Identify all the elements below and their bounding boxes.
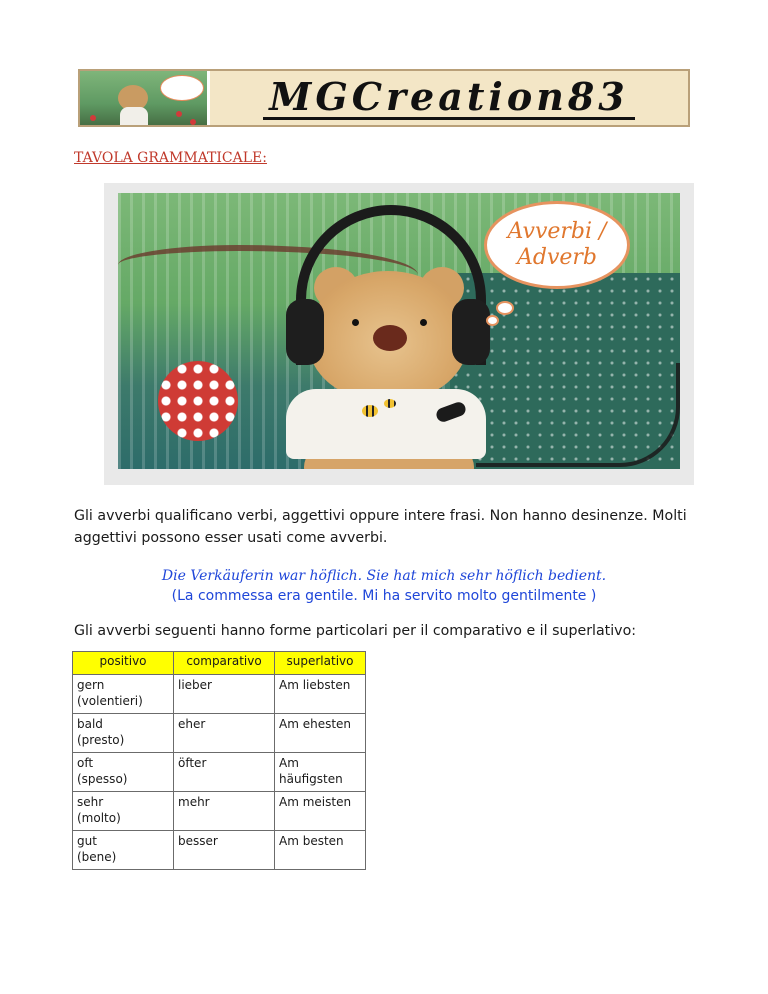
intro-paragraph: Gli avverbi qualificano verbi, aggettivi oppure intere frasi. Non hanno desinenze. Molti aggettivi possono esser usati come avverbi. <box>74 508 687 546</box>
hero-photo-content <box>118 193 680 469</box>
hero-photo <box>104 183 694 485</box>
header-comparativo: comparativo <box>174 652 275 675</box>
cell-comparativo: besser <box>174 831 275 870</box>
cell-comparativo: lieber <box>174 675 275 714</box>
thumbnail-speech-bubble <box>160 75 204 101</box>
thumbnail-bear-body <box>120 107 148 125</box>
thought-bubble-dot <box>496 301 514 315</box>
headphone-earcup-left <box>286 299 324 365</box>
banner-title-area <box>210 71 688 125</box>
thumbnail-flower <box>176 111 182 117</box>
example-italian: (La commessa era gentile. Mi ha servito molto gentilmente ) <box>171 588 597 604</box>
table-row <box>73 714 366 753</box>
thought-bubble-dot <box>486 315 499 326</box>
cell-positivo <box>73 714 174 753</box>
cell-superlativo: Am ehesten <box>275 714 366 753</box>
cell-superlativo: Am besten <box>275 831 366 870</box>
banner-title: MGCreation83 <box>263 77 634 120</box>
red-flower-pattern <box>158 361 238 441</box>
cell-comparativo: mehr <box>174 792 275 831</box>
bear-eye-right <box>420 319 427 326</box>
header-positivo: positivo <box>73 652 174 675</box>
cell-positivo-it: (spesso) <box>77 772 128 786</box>
cell-superlativo: Am liebsten <box>275 675 366 714</box>
cell-positivo <box>73 792 174 831</box>
adverb-comparison-table <box>72 651 366 870</box>
cell-positivo <box>73 675 174 714</box>
cell-positivo-de: bald <box>77 717 103 731</box>
table-row <box>73 675 366 714</box>
cell-positivo-it: (bene) <box>77 850 117 864</box>
header-banner <box>78 69 690 127</box>
bear-nose <box>373 325 407 351</box>
cell-positivo-de: gern <box>77 678 105 692</box>
bee-icon <box>384 399 396 408</box>
cell-comparativo: eher <box>174 714 275 753</box>
cell-positivo-de: oft <box>77 756 94 770</box>
cell-positivo-de: gut <box>77 834 97 848</box>
banner-thumbnail-image <box>80 71 210 125</box>
cell-comparativo: öfter <box>174 753 275 792</box>
headphone-cable <box>476 363 680 467</box>
bee-icon <box>362 405 378 417</box>
cell-superlativo: Am häufigsten <box>275 753 366 792</box>
table-row <box>73 792 366 831</box>
bubble-text-line-2: Adverb <box>516 245 598 270</box>
thumbnail-flower <box>90 115 96 121</box>
cell-positivo <box>73 753 174 792</box>
example-german: Die Verkäuferin war höflich. Sie hat mich sehr höflich bedient. <box>161 568 607 584</box>
headphone-earcup-right <box>452 299 490 365</box>
cell-positivo-it: (presto) <box>77 733 125 747</box>
cell-superlativo: Am meisten <box>275 792 366 831</box>
cell-positivo-it: (molto) <box>77 811 121 825</box>
bear-eye-left <box>352 319 359 326</box>
cell-positivo-de: sehr <box>77 795 104 809</box>
table-intro: Gli avverbi seguenti hanno forme particolari per il comparativo e il superlativo: <box>74 623 637 639</box>
table-row <box>73 753 366 792</box>
thumbnail-flower <box>190 119 196 125</box>
header-superlativo: superlativo <box>275 652 366 675</box>
cell-positivo-it: (volentieri) <box>77 694 143 708</box>
thought-bubble <box>484 201 630 289</box>
section-heading: TAVOLA GRAMMATICALE: <box>74 150 267 166</box>
cell-positivo <box>73 831 174 870</box>
bubble-text-line-1: Avverbi / <box>507 219 607 244</box>
table-row <box>73 831 366 870</box>
table-header-row <box>73 652 366 675</box>
